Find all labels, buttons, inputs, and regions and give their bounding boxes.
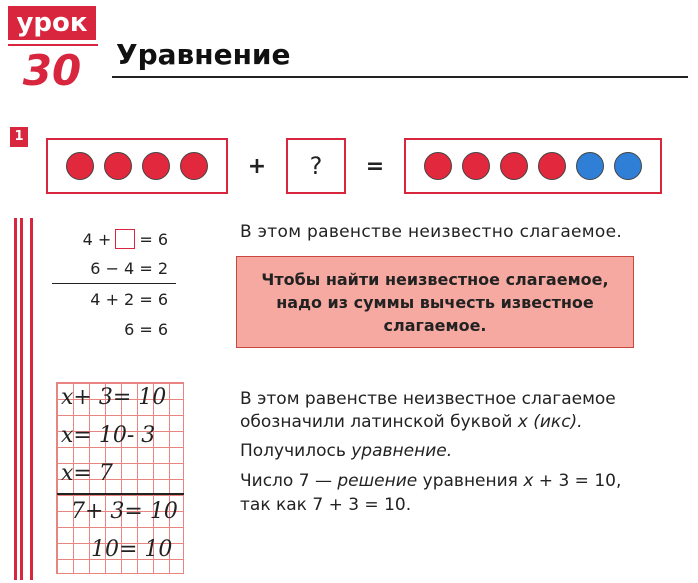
red-dot [66, 152, 94, 180]
check-row [52, 224, 176, 254]
paragraph-equation [240, 440, 452, 463]
red-dot [104, 152, 132, 180]
paragraph-proof: так как 7 + 3 = 10. [240, 495, 412, 515]
task-number: 1 [10, 127, 28, 147]
paragraph-notation [240, 388, 660, 434]
equation-term: уравнение. [351, 441, 453, 461]
red-dot [538, 152, 566, 180]
handwritten-line: x= 10- 3 [61, 423, 156, 448]
check-row: 6 = 6 [124, 319, 168, 339]
solution-lead: Число 7 — [240, 471, 332, 491]
red-dot [500, 152, 528, 180]
check-row: 4 + 2 = 6 [90, 289, 168, 309]
solution-mid: уравнения [422, 471, 518, 491]
variable-x: x [517, 412, 528, 432]
red-dot [462, 152, 490, 180]
margin-bar [30, 218, 33, 580]
notation-tail: (икс). [533, 412, 583, 432]
handwritten-line: 10= 10 [91, 537, 173, 562]
dot-equation [46, 138, 662, 194]
red-dot [142, 152, 170, 180]
right-dot-box [404, 138, 662, 194]
variable-x: x [523, 471, 534, 491]
check-column [52, 224, 176, 344]
check-row: 6 − 4 = 2 [52, 254, 176, 284]
equals-sign: = [365, 153, 385, 179]
blank-box [115, 229, 135, 249]
handwritten-line: x+ 3= 10 [61, 385, 167, 410]
lesson-number: 30 [22, 46, 82, 95]
red-dot [424, 152, 452, 180]
red-dot [180, 152, 208, 180]
notation-text: В этом равенстве неизвестное слагаемое обозначили латинской буквой [240, 389, 616, 432]
rule-box [236, 256, 634, 348]
title-divider [112, 76, 688, 78]
plus-sign: + [247, 153, 267, 179]
blue-dot [576, 152, 604, 180]
unknown-box: ? [286, 138, 346, 194]
left-dot-box [46, 138, 228, 194]
handwritten-divider [57, 493, 184, 495]
unknown-addend-text: В этом равенстве неизвестно слагаемое. [240, 222, 623, 242]
solution-tail: + 3 = 10, [538, 471, 622, 491]
handwritten-line: 7+ 3= 10 [71, 499, 178, 524]
equation-lead: Получилось [240, 441, 346, 461]
paragraph-solution [240, 470, 621, 493]
margin-bar [20, 218, 23, 580]
rule-text: Чтобы найти неизвестное слагаемое, надо из суммы вычесть известное слагаемое. [261, 269, 609, 335]
handwritten-line: x= 7 [61, 461, 113, 486]
page-title: Уравнение [116, 38, 291, 71]
handwriting-grid [56, 382, 184, 574]
solution-term: решение [337, 471, 418, 491]
blue-dot [614, 152, 642, 180]
check-text: 4 + [82, 229, 112, 249]
check-text: = 6 [139, 229, 168, 249]
lesson-badge: урок [8, 6, 96, 40]
margin-bar [14, 218, 17, 580]
